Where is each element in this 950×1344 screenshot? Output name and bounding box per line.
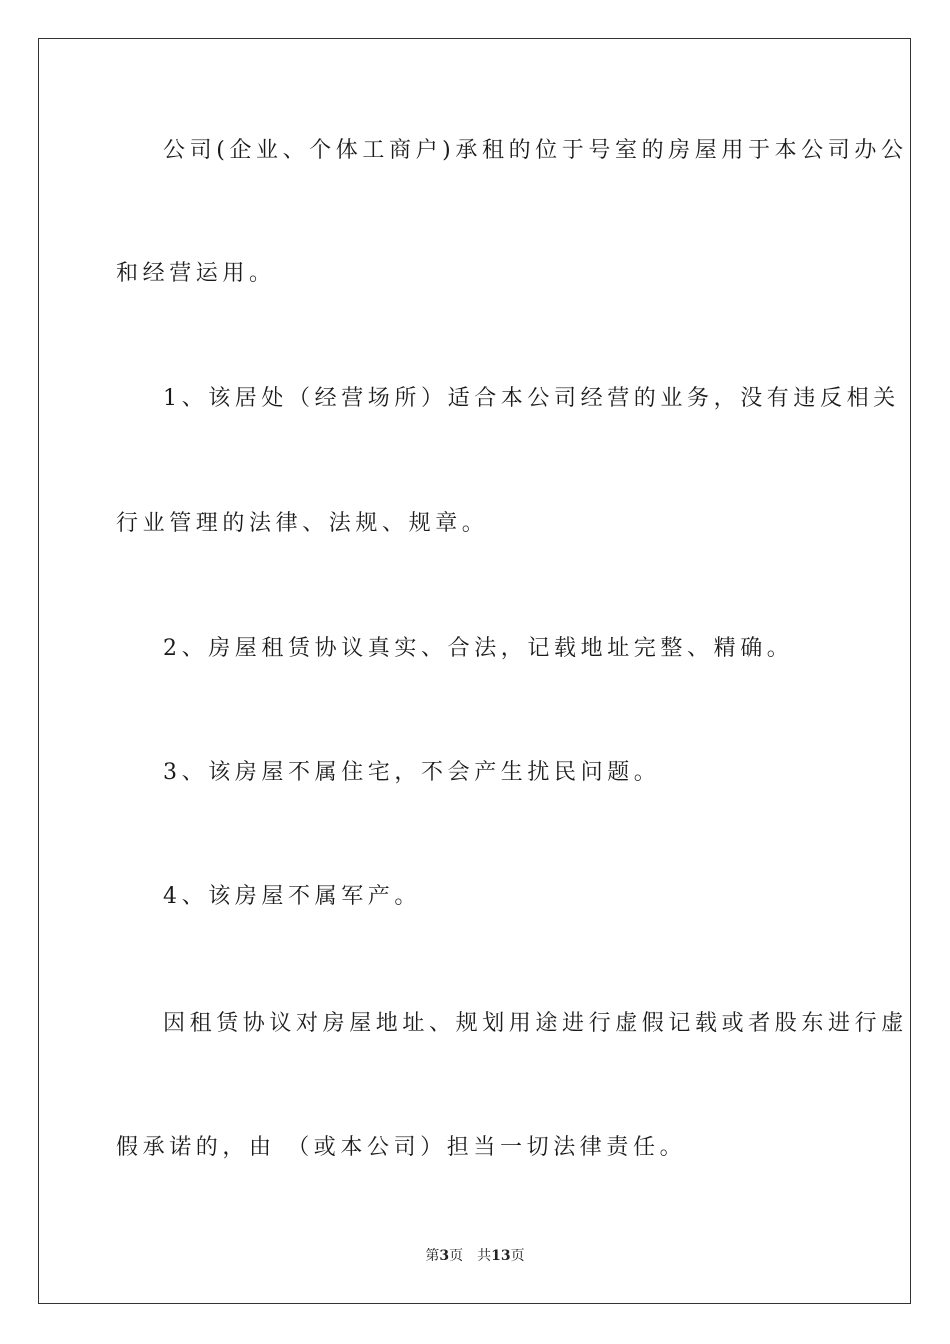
total-pages-number: 13 bbox=[491, 1248, 511, 1264]
liability-line-1: 因租赁协议对房屋地址、规划用途进行虚假记载或者股东进行虚 bbox=[163, 1011, 908, 1036]
total-pages-suffix: 页 bbox=[510, 1248, 525, 1264]
liability-line-2: 假承诺的，由 （或本公司）担当一切法律责任。 bbox=[116, 1135, 687, 1160]
paragraph-intro-line-1: 公司(企业、个体工商户)承租的位于号室的房屋用于本公司办公 bbox=[163, 138, 908, 163]
current-page-number: 3 bbox=[439, 1248, 450, 1264]
item-1-line-2: 行业管理的法律、法规、规章。 bbox=[116, 511, 489, 536]
item-2: 2、房屋租赁协议真实、合法，记载地址完整、精确。 bbox=[163, 636, 794, 661]
paragraph-intro-line-2: 和经营运用。 bbox=[116, 261, 276, 286]
item-1-line-1: 1、该居处（经营场所）适合本公司经营的业务，没有违反相关 bbox=[163, 386, 900, 411]
page-border bbox=[38, 38, 911, 1304]
total-pages-prefix: 共 bbox=[477, 1248, 492, 1264]
page-number-suffix: 页 bbox=[449, 1248, 464, 1264]
item-4: 4、该房屋不属军产。 bbox=[163, 884, 421, 909]
page-footer bbox=[0, 1247, 950, 1265]
item-3: 3、该房屋不属住宅，不会产生扰民问题。 bbox=[163, 760, 661, 785]
page-number-prefix: 第 bbox=[425, 1248, 440, 1264]
